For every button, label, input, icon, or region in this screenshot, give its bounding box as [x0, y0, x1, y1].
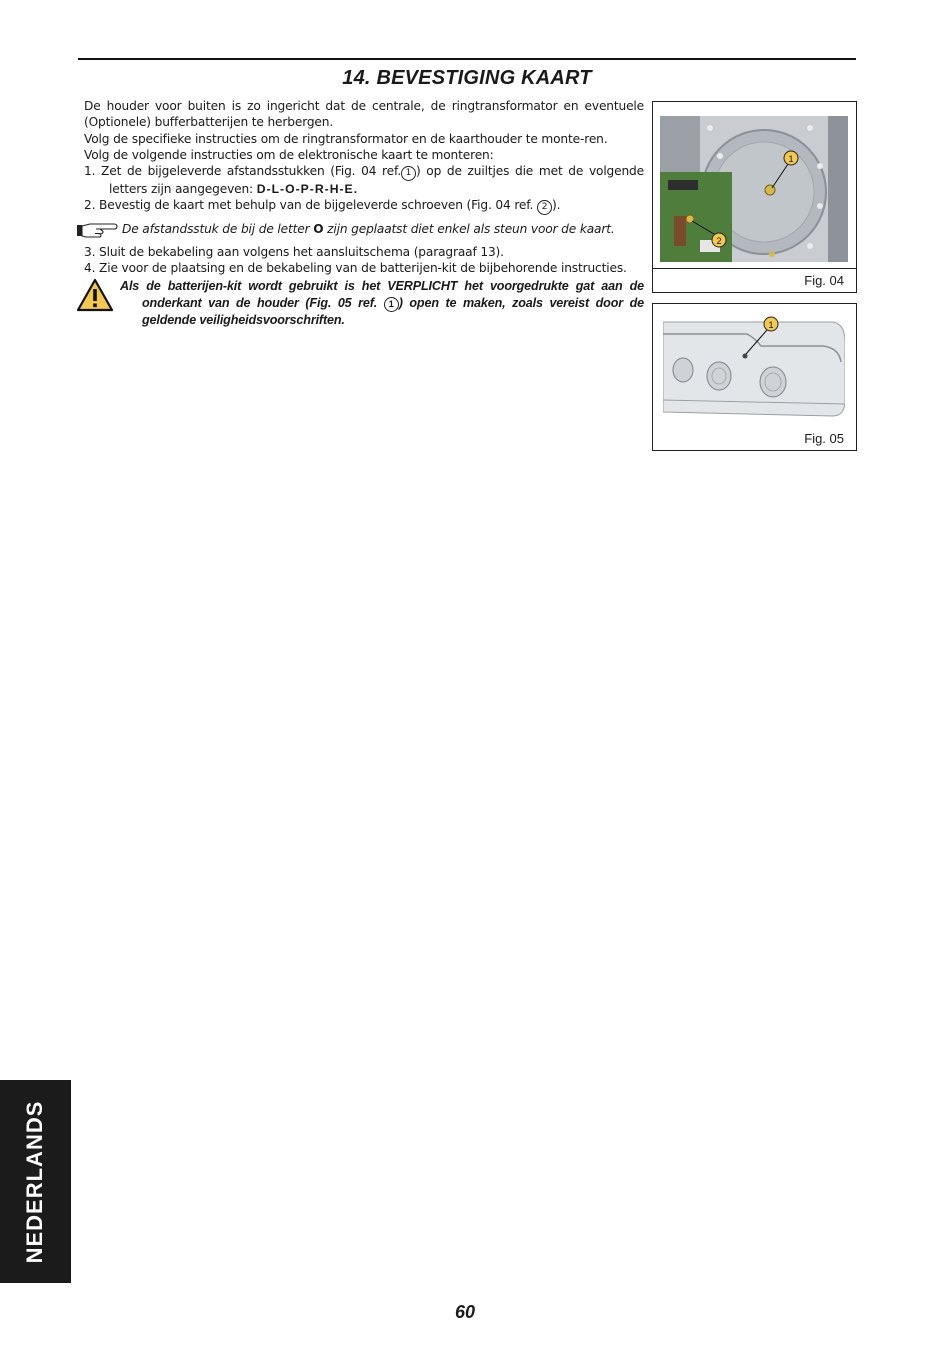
step-1-text-a: 1. Zet de bijgeleverde afstandsstukken (Fig. 04 ref.	[84, 164, 401, 179]
warning-block	[84, 278, 644, 329]
step-2-text-b: ).	[551, 198, 561, 213]
figure-05	[652, 303, 857, 451]
step-3: 3. Sluit de bekabeling aan volgens het aansluitschema (paragraaf 13).	[84, 244, 504, 259]
fig05-callout-1-label: 1	[768, 320, 774, 330]
step-2	[84, 197, 644, 215]
ref-2-badge: 2	[537, 200, 552, 215]
page-number: 60	[454, 1302, 476, 1322]
figure-05-caption: Fig. 05	[804, 431, 844, 446]
fig04-callout-2-label: 2	[716, 236, 722, 246]
figure-04	[652, 101, 857, 293]
note-letter: O	[313, 222, 324, 237]
language-label: NEDERLANDS	[22, 1100, 47, 1264]
warning-text-a: Als de batterijen-kit wordt gebruikt is het VERPLICHT het voorgedrukte gat aan de onderkant van de houder (Fig. 05 ref.	[120, 279, 644, 311]
ref-1-badge: 1	[401, 166, 416, 181]
figure-04-image	[660, 116, 848, 262]
note-text-b: zijn geplaatst diet enkel als steun voor de kaart.	[323, 222, 615, 237]
language-side-tab	[0, 1080, 71, 1283]
note-block	[84, 221, 644, 237]
intro-paragraph-2: Volg de specifieke instructies om de ringtransformator en de kaarthouder te monte-ren.	[84, 131, 608, 146]
intro-paragraph-3: Volg de volgende instructies om de elektronische kaart te monteren:	[84, 147, 494, 162]
section-title: 14. BEVESTIGING KAART	[342, 67, 592, 89]
top-rule	[78, 58, 856, 60]
intro-paragraph-1: De houder voor buiten is zo ingericht dat de centrale, de ringtransformator en eventuele (Optionele) bufferbatterijen te herbergen.	[84, 99, 644, 130]
warning-text	[120, 278, 644, 329]
fig04-callout-1-label: 1	[788, 154, 794, 164]
step-2-text-a: 2. Bevestig de kaart met behulp van de bijgeleverde schroeven (Fig. 04 ref.	[84, 198, 537, 213]
warning-text-b: ) open te maken, zoals vereist door de geldende veiligheidsvoorschriften.	[142, 296, 644, 328]
pointing-hand-icon	[76, 221, 118, 239]
warning-triangle-icon	[76, 278, 114, 312]
step-1	[84, 163, 644, 197]
note-text	[122, 221, 644, 237]
figure-05-image	[663, 312, 845, 424]
figure-04-caption: Fig. 04	[804, 273, 844, 288]
step-1-text-b: ) op de zuiltjes die met de volgende letters zijn aangegeven:	[109, 164, 644, 197]
note-text-a: De afstandsstuk de bij de letter	[122, 222, 314, 237]
step-4: 4. Zie voor de plaatsing en de bekabeling van de batterijen-kit de bijbehorende instructies.	[84, 261, 627, 276]
figure-04-rule	[653, 268, 856, 269]
step-1-letters: D-L-O-P-R-H-E.	[256, 182, 359, 197]
warning-ref-badge: 1	[384, 297, 399, 312]
body-text	[84, 98, 644, 329]
